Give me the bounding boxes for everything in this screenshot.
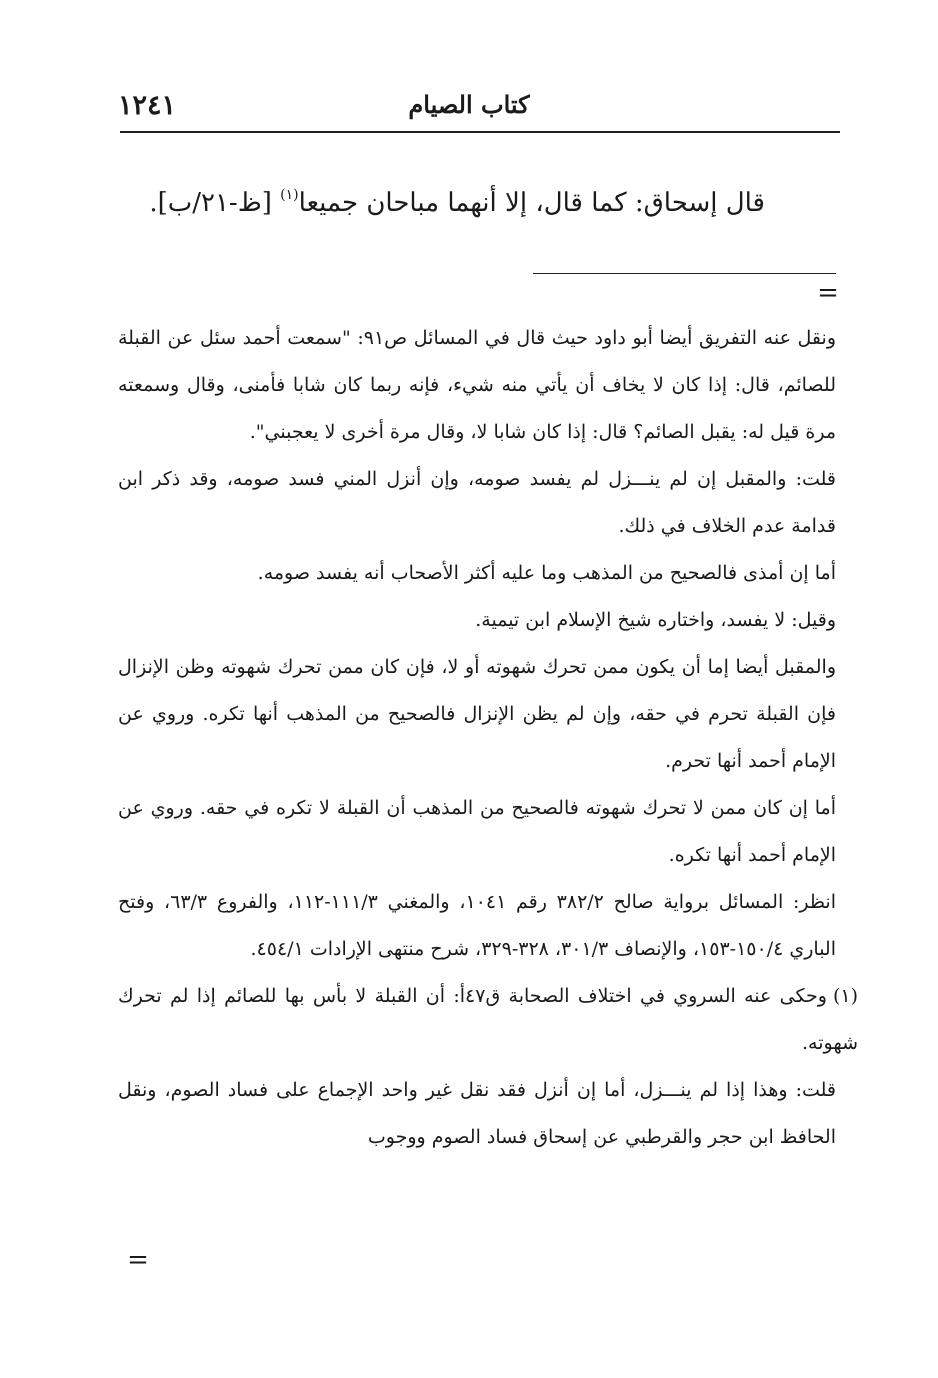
- continuation-mark-bottom: =: [127, 1245, 149, 1275]
- manuscript-reference: [ظ-٢١/ب].: [149, 188, 281, 218]
- footnote-paragraph: قلت: والمقبل إن لم ينـــزل لم يفسد صومه، وإن أنزل المني فسد صومه، وقد ذكر ابن قدامة عدم الخلاف في ذلك.: [118, 468, 836, 537]
- footnote-reference: (١): [280, 187, 299, 203]
- continuation-mark-top: =: [817, 278, 839, 308]
- header-rule: [120, 131, 840, 133]
- page-number: ١٢٤١: [118, 90, 177, 121]
- footnote-1: [118, 973, 858, 1067]
- footnote-paragraph: وقيل: لا يفسد، واختاره شيخ الإسلام ابن تيمية.: [475, 609, 836, 631]
- footnote-paragraph: أما إن كان ممن لا تحرك شهوته فالصحيح من المذهب أن القبلة لا تكره في حقه. وروي عن الإمام أحمد أنها تكره.: [118, 797, 836, 866]
- footnotes-area: [118, 315, 858, 1161]
- main-text-line: [120, 170, 765, 220]
- footnote-paragraph: انظر: المسائل برواية صالح ٣٨٢/٢ رقم ١٠٤١، والمغني ١١١/٣-١١٢، والفروع ٦٣/٣، وفتح الباري ١٥٠/٤-١٥٣، والإنصاف ٣٠١/٣، ٣٢٨-٣٢٩، شرح منتهى الإرادات ٤٥٤/١.: [118, 891, 836, 960]
- footnote-separator: [533, 273, 836, 274]
- footnote-paragraph: والمقبل أيضا إما أن يكون ممن تحرك شهوته أو لا، فإن كان ممن تحرك شهوته وظن الإنزال فإن القبلة تحرم في حقه، وإن لم يظن الإنزال فالصحيح من المذهب أنها تكره. وروي عن الإمام أحمد أنها تحرم.: [118, 656, 836, 772]
- footnote-paragraph: ونقل عنه التفريق أيضا أبو داود حيث قال في المسائل ص٩١: "سمعت أحمد سئل عن القبلة للصائم، قال: إذا كان لا يخاف أن يأتي منه شيء، فإنه ربما كان شابا فأمنى، وقال وسمعته مرة قيل له: يقبل الصائم؟ قال: إذا كان شابا لا، وقال مرة أخرى لا يعجبني".: [118, 327, 837, 443]
- running-title: كتاب الصيام: [408, 90, 530, 119]
- main-text: قال إسحاق: كما قال، إلا أنهما مباحان جميعا: [298, 188, 765, 218]
- footnote-paragraph: أما إن أمذى فالصحيح من المذهب وما عليه أكثر الأصحاب أنه يفسد صومه.: [257, 562, 836, 584]
- footnote-number: (١): [832, 985, 858, 1007]
- footnote-paragraph: قلت: وهذا إذا لم ينـــزل، أما إن أنزل فقد نقل غير واحد الإجماع على فساد الصوم، ونقل الحافظ ابن حجر والقرطبي عن إسحاق فساد الصوم ووجوب: [118, 1079, 836, 1148]
- footnote-1-text: وحكى عنه السروي في اختلاف الصحابة ق٤٧أ: أن القبلة لا بأس بها للصائم إذا لم تحرك شهوته.: [118, 985, 858, 1054]
